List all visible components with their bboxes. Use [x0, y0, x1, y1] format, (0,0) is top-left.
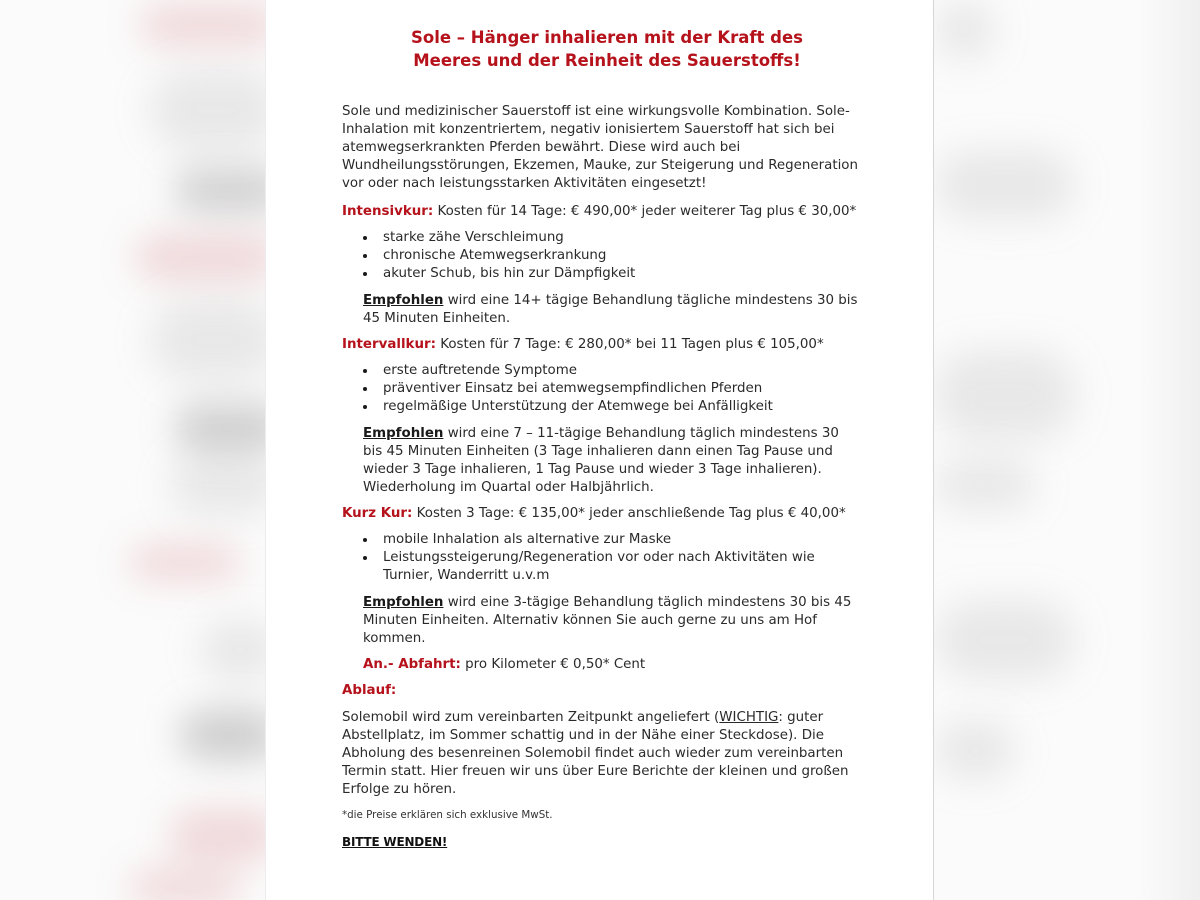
ablauf-text-1: Solemobil wird zum vereinbarten Zeitpunkt angeliefert (	[342, 710, 720, 725]
title-line-1: Sole – Hänger inhalieren mit der Kraft des	[410, 28, 804, 47]
list-item	[342, 265, 862, 283]
travel-label: An.- Abfahrt:	[363, 657, 461, 672]
recommend-text: wird eine 7 – 11-tägige Behandlung täglich mindestens 30 bis 45 Minuten Einheiten (3 Tage inhalieren dann einen Tag Pause und wieder 3 Tage inhalieren, 1 Tag Pause und wieder 3 Tage inhalieren). Wiederholung im Quartal oder Halbjährlich.	[363, 426, 839, 495]
list-item-text: chronische Atemwegserkrankung	[383, 248, 607, 263]
section-label: Intensivkur:	[342, 204, 434, 219]
cost-text: Kosten für 7 Tage: € 280,00* bei 11 Tagen plus € 105,00*	[435, 337, 824, 352]
list-item-text: präventiver Einsatz bei atemwegsempfindlichen Pferden	[383, 381, 763, 396]
list-item-text: mobile Inhalation als alternative zur Maske	[383, 532, 672, 547]
bullet-icon	[363, 387, 367, 391]
cost-line	[342, 203, 862, 221]
document-page	[265, 0, 934, 900]
list-item	[342, 247, 862, 265]
document-content	[342, 26, 862, 851]
list-item	[342, 362, 862, 380]
cost-text: Kosten für 14 Tage: € 490,00* jeder weiterer Tag plus € 30,00*	[433, 204, 857, 219]
list-item-text: akuter Schub, bis hin zur Dämpfigkeit	[383, 266, 636, 281]
symptom-list	[342, 362, 862, 416]
list-item-text: regelmäßige Unterstützung der Atemwege bei Anfälligkeit	[383, 399, 773, 414]
travel-text: pro Kilometer € 0,50* Cent	[460, 657, 646, 672]
list-item-text: erste auftretende Symptome	[383, 363, 578, 378]
bullet-icon	[363, 369, 367, 373]
list-item	[342, 380, 862, 398]
list-item	[342, 531, 862, 549]
list-item-text: starke zähe Verschleimung	[383, 230, 564, 245]
section-label: Kurz Kur:	[342, 506, 413, 521]
bullet-icon	[363, 556, 367, 560]
list-item-text: Leistungssteigerung/Regeneration vor oder nach Aktivitäten wie Turnier, Wanderritt u.v.m	[383, 550, 815, 583]
symptom-list	[342, 531, 862, 585]
intro-paragraph: Sole und medizinischer Sauerstoff ist eine wirkungsvolle Kombination. Sole-Inhalation mit konzentriertem, negativ ionisiertem Sauerstoff hat sich bei atemwegserkrankten Pferden bewährt. Diese wird auch bei Wundheilungsstörungen, Ekzemen, Mauke, zur Steigerung und Regeneration vor oder nach leistungsstarken Aktivitäten eingesetzt!	[342, 104, 858, 191]
bullet-icon	[363, 538, 367, 542]
section-kurz-kur	[342, 505, 862, 648]
recommend-label: Empfohlen	[363, 293, 444, 308]
recommendation	[342, 425, 862, 497]
section-label: Intervallkur:	[342, 337, 436, 352]
turn-over-note: BITTE WENDEN!	[342, 835, 448, 849]
recommend-label: Empfohlen	[363, 426, 444, 441]
bullet-icon	[363, 272, 367, 276]
ablauf-heading: Ablauf:	[342, 683, 397, 698]
list-item	[342, 398, 862, 416]
price-footnote: *die Preise erklären sich exklusive MwSt.	[342, 809, 553, 821]
list-item	[342, 229, 862, 247]
ablauf-text-2: : guter Abstellplatz, im Sommer schattig und in der Nähe einer Steckdose). Die Abholung des besenreinen Solemobil findet auch wieder zum vereinbarten Termin statt. Hier freuen wir uns über Eure Berichte der kleinen und großen Erfolge zu hören.	[342, 710, 849, 797]
section-intensivkur	[342, 203, 862, 328]
page-title	[342, 26, 862, 72]
section-intervallkur	[342, 336, 862, 497]
travel-cost	[342, 656, 862, 674]
cost-text: Kosten 3 Tage: € 135,00* jeder anschließende Tag plus € 40,00*	[412, 506, 846, 521]
symptom-list	[342, 229, 862, 283]
cost-line	[342, 505, 862, 523]
list-item	[342, 549, 862, 585]
ablauf-paragraph	[342, 709, 862, 799]
recommendation	[342, 292, 862, 328]
bullet-icon	[363, 236, 367, 240]
bullet-icon	[363, 405, 367, 409]
recommend-label: Empfohlen	[363, 595, 444, 610]
bullet-icon	[363, 254, 367, 258]
recommend-text: wird eine 3-tägige Behandlung täglich mindestens 30 bis 45 Minuten Einheiten. Alternativ können Sie auch gerne zu uns am Hof kommen.	[363, 595, 852, 646]
cost-line	[342, 336, 862, 354]
recommend-text: wird eine 14+ tägige Behandlung tägliche mindestens 30 bis 45 Minuten Einheiten.	[363, 293, 858, 326]
recommendation	[342, 594, 862, 648]
important-note: WICHTIG	[719, 710, 779, 725]
title-line-2: Meeres und der Reinheit des Sauerstoffs!	[413, 51, 801, 70]
